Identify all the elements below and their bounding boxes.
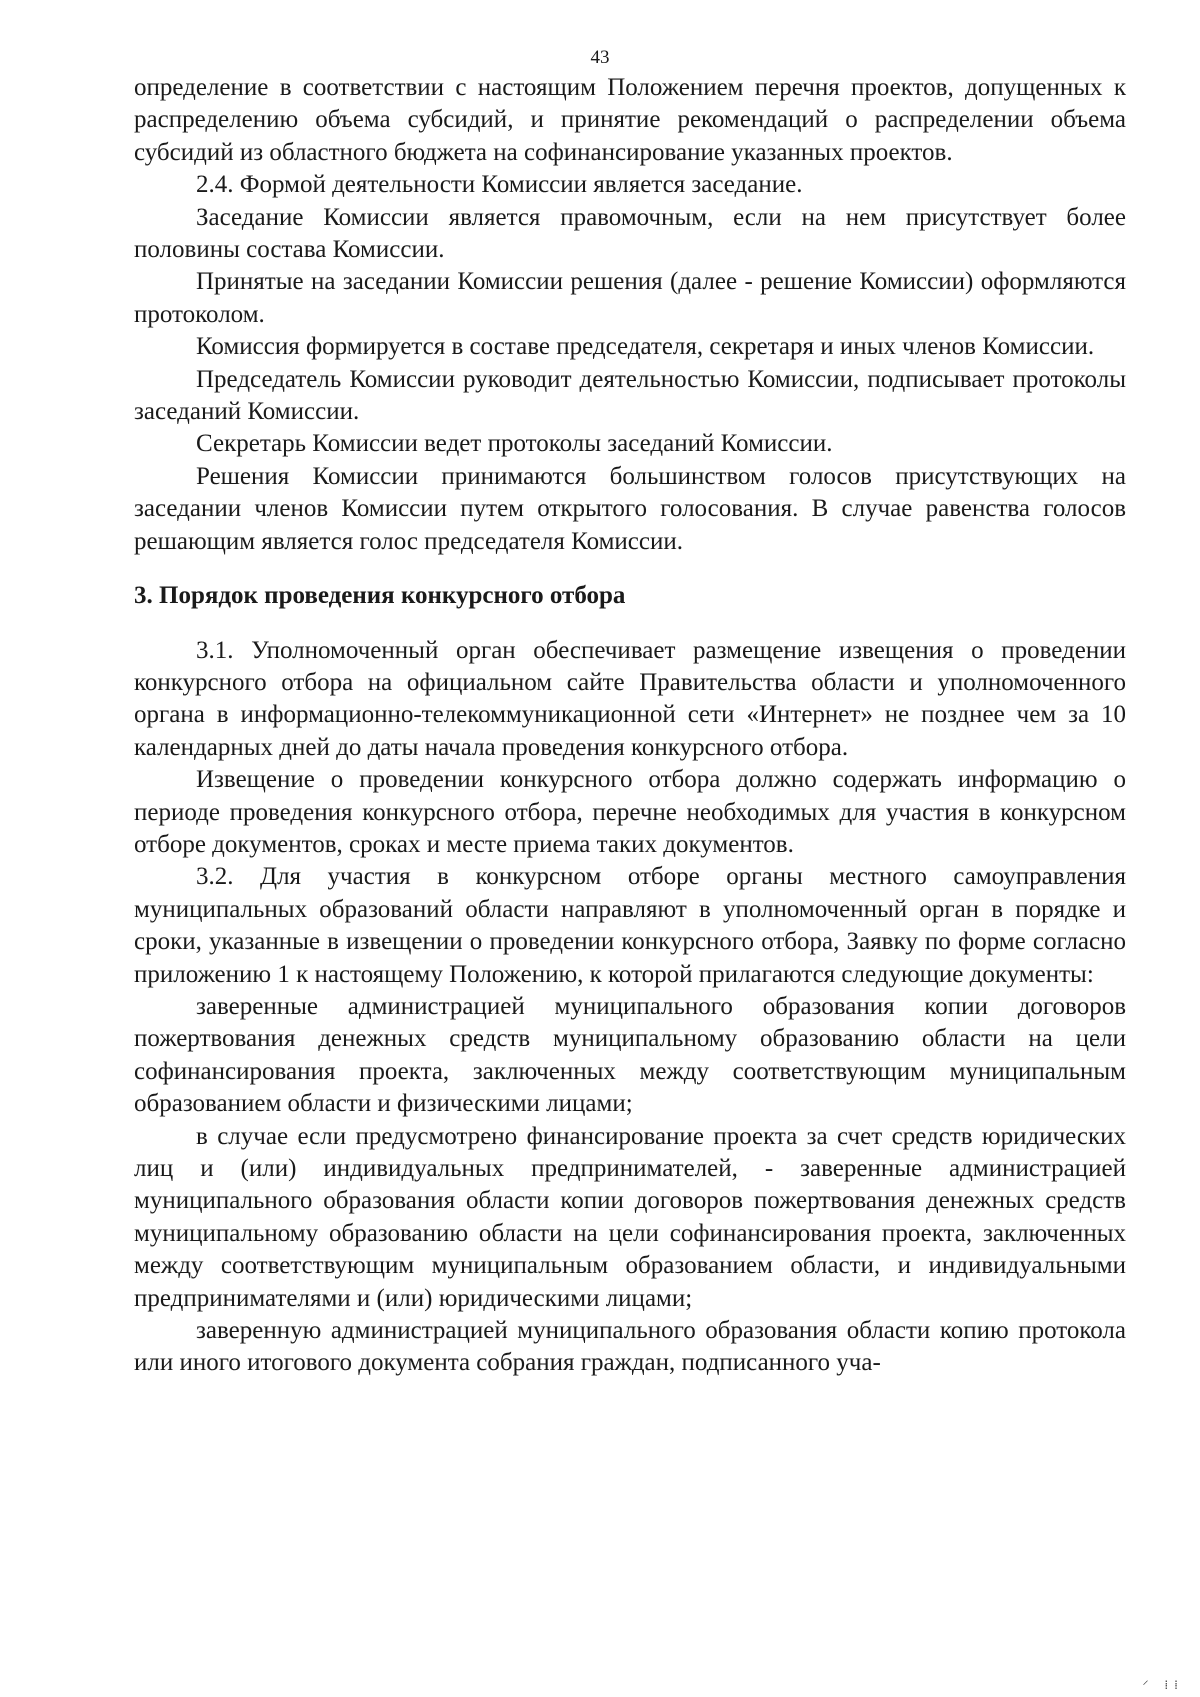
paragraph-decisions-protocol: Принятые на заседании Комиссии решения (далее - решение Комиссии) оформляются протоколом. bbox=[134, 268, 1126, 328]
paragraph-notice-content: Извещение о проведении конкурсного отбора должно содержать информацию о периоде проведения конкурсного отбора, перечне необходимых для участия в конкурсном отборе документов, сроках и месте приема таких документов. bbox=[134, 766, 1126, 858]
paragraph-2-4: 2.4. Формой деятельности Комиссии является заседание. bbox=[196, 171, 803, 199]
paragraph-meeting-protocol: заверенную администрацией муниципального образования области копию протокола или иного итогового документа собрания граждан, подписанного уча- bbox=[134, 1317, 1126, 1377]
paragraph-quorum: Заседание Комиссии является правомочным, если на нем присутствует более половины состава Комиссии. bbox=[134, 203, 1126, 264]
page-number: 43 bbox=[590, 47, 610, 68]
section-heading: 3. Порядок проведения конкурсного отбора bbox=[134, 582, 626, 610]
paragraph-continuation: определение в соответствии с настоящим Положением перечня проектов, допущенных к распределению объема субсидий, и принятие рекомендаций о распределении объема субсидий из областного бюджета на софинансирование указанных проектов. bbox=[134, 74, 1126, 166]
paragraph-secretary: Секретарь Комиссии ведет протоколы заседаний Комиссии. bbox=[196, 430, 833, 458]
paragraph-voting: Решения Комиссии принимаются большинством голосов присутствующих на заседании членов Комиссии путем открытого голосования. В случае равенства голосов решающим является голос председателя Комиссии. bbox=[134, 462, 1126, 555]
scan-corner-marks: ⸍ ⁞⁞ bbox=[1142, 1678, 1184, 1692]
paragraph-composition: Комиссия формируется в составе председателя, секретаря и иных членов Комиссии. bbox=[196, 333, 1095, 361]
paragraph-individual-donations: заверенные администрацией муниципального образования копии договоров пожертвования денежных средств муниципальному образованию области на цели софинансирования проекта, заключенных между соответствующим муниципальным образованием области и физическими лицами; bbox=[134, 992, 1126, 1118]
document-body bbox=[134, 72, 1126, 1380]
paragraph-legal-entity-donations: в случае если предусмотрено финансирование проекта за счет средств юридических лиц и (или) индивидуальных предпринимателей, - заверенные администрацией муниципального образования области копии договоров пожертвования денежных средств муниципальному образованию области на цели софинансирования проекта, заключенных между соответствующим муниципальным образованием области, и индивидуальными предпринимателями и (или) юридическими лицами; bbox=[134, 1122, 1126, 1312]
paragraph-chairman: Председатель Комиссии руководит деятельностью Комиссии, подписывает протоколы заседаний Комиссии. bbox=[134, 365, 1126, 426]
paragraph-3-1: 3.1. Уполномоченный орган обеспечивает размещение извещения о проведении конкурсного отбора на официальном сайте Правительства области и уполномоченного органа в информационно-телекоммуникационной сети «Интернет» не позднее чем за 10 календарных дней до даты начала проведения конкурсного отбора. bbox=[134, 636, 1126, 761]
paragraph-3-2: 3.2. Для участия в конкурсном отборе органы местного самоуправления муниципальных образований области направляют в уполномоченный орган в порядке и сроки, указанные в извещении о проведении конкурсного отбора, Заявку по форме согласно приложению 1 к настоящему Положению, к которой прилагаются следующие документы: bbox=[134, 863, 1126, 988]
